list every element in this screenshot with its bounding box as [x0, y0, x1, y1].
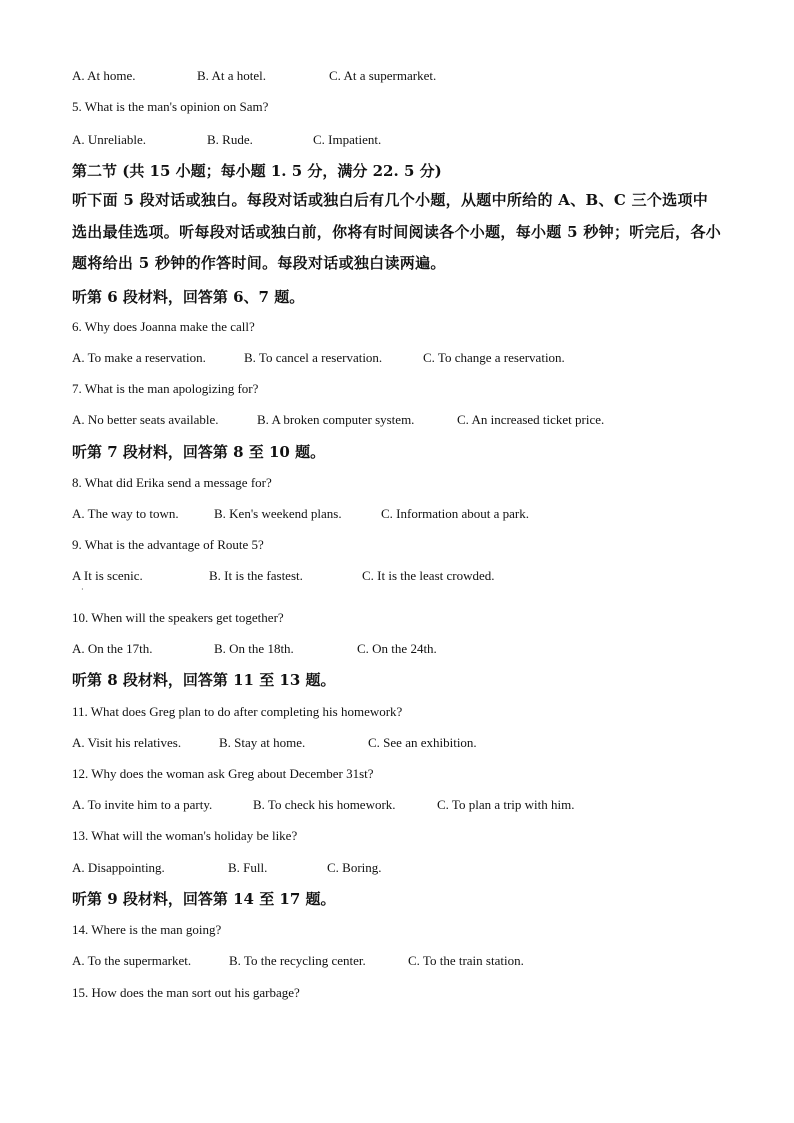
q4-option-c: C. At a supermarket. [329, 68, 437, 83]
q4-option-b: B. At a hotel. [197, 68, 266, 83]
q13-option-b: B. Full. [228, 860, 268, 875]
q9-option-b: B. It is the fastest. [209, 568, 303, 583]
q8-option-a: A. The way to town. [72, 506, 179, 521]
question-11: 11. What does Greg plan to do after completing his homework? [72, 704, 403, 719]
question-6: 6. Why does Joanna make the call? [72, 319, 255, 334]
q11-option-b: B. Stay at home. [219, 735, 306, 750]
question-12: 12. Why does the woman ask Greg about December 31st? [72, 766, 374, 781]
question-7: 7. What is the man apologizing for? [72, 381, 259, 396]
q14-option-a: A. To the supermarket. [72, 953, 192, 968]
question-13: 13. What will the woman's holiday be like? [72, 828, 298, 843]
q12-option-c: C. To plan a trip with him. [437, 797, 575, 812]
q12-option-b: B. To check his homework. [253, 797, 396, 812]
q10-option-a: A. On the 17th. [72, 641, 153, 656]
q8-option-c: C. Information about a park. [381, 506, 530, 521]
q7-option-a: A. No better seats available. [72, 412, 219, 427]
q10-option-c: C. On the 24th. [357, 641, 437, 656]
q6-option-c: C. To change a reservation. [423, 350, 565, 365]
q5-option-b: B. Rude. [207, 132, 253, 147]
q12-option-a: A. To invite him to a party. [72, 797, 213, 812]
q7-option-b: B. A broken computer system. [257, 412, 415, 427]
material-8-heading: 听第 8 段材料，回答第 11 至 13 题。 [72, 671, 336, 689]
q13-option-c: C. Boring. [327, 860, 382, 875]
stray-dot: · [81, 585, 84, 594]
q10-option-b: B. On the 18th. [214, 641, 294, 656]
q4-option-a: A. At home. [72, 68, 136, 83]
q14-option-b: B. To the recycling center. [229, 953, 366, 968]
material-7-heading: 听第 7 段材料，回答第 8 至 10 题。 [72, 443, 326, 461]
q14-option-c: C. To the train station. [408, 953, 524, 968]
q11-option-a: A. Visit his relatives. [72, 735, 182, 750]
q6-option-b: B. To cancel a reservation. [244, 350, 383, 365]
question-8: 8. What did Erika send a message for? [72, 475, 272, 490]
question-14: 14. Where is the man going? [72, 922, 222, 937]
q13-option-a: A. Disappointing. [72, 860, 165, 875]
q9-option-c: C. It is the least crowded. [362, 568, 495, 583]
question-5: 5. What is the man's opinion on Sam? [72, 99, 269, 114]
section-2-title: 第二节 (共 15 小题；每小题 1. 5 分，满分 22. 5 分) [72, 162, 442, 180]
q5-option-c: C. Impatient. [313, 132, 382, 147]
section-2-instructions: 听下面 5 段对话或独白。每段对话或独白后有几个小题，从题中所给的 A、B、C 三个选项中选出最佳选项。听每段对话或独白前，你将有时间阅读各个小题，每小题 5 秒钟；听完后，各小题将给出 5 秒钟的作答时间。每段对话或独白读两遍。 [72, 191, 722, 272]
question-10: 10. When will the speakers get together? [72, 610, 284, 625]
q9-option-a: A It is scenic. [72, 568, 143, 583]
q11-option-c: C. See an exhibition. [368, 735, 477, 750]
question-9: 9. What is the advantage of Route 5? [72, 537, 264, 552]
question-15: 15. How does the man sort out his garbage? [72, 985, 300, 1000]
q7-option-c: C. An increased ticket price. [457, 412, 605, 427]
q5-option-a: A. Unreliable. [72, 132, 147, 147]
q6-option-a: A. To make a reservation. [72, 350, 206, 365]
material-9-heading: 听第 9 段材料，回答第 14 至 17 题。 [72, 890, 336, 908]
q8-option-b: B. Ken's weekend plans. [214, 506, 342, 521]
material-6-heading: 听第 6 段材料，回答第 6、7 题。 [72, 288, 305, 306]
